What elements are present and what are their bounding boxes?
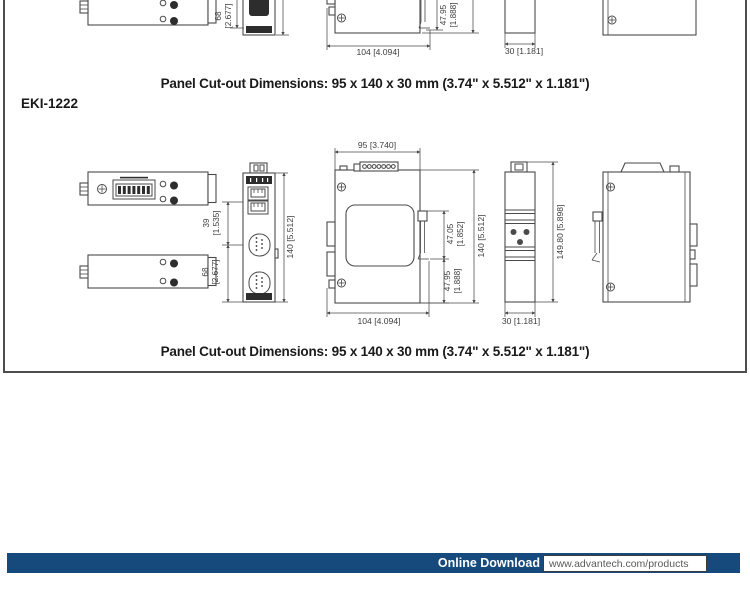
dim-label-39: 39 <box>202 218 211 228</box>
technical-drawing-top <box>0 0 750 58</box>
dim-label-68-inch: [2.677] <box>224 3 233 29</box>
dim-label-39-inch: [1.535] <box>212 210 221 236</box>
dim-label-104: 104 [4.094] <box>357 316 401 326</box>
dim-label-68-inch: [2.677] <box>211 259 220 285</box>
bottom-view <box>80 255 216 288</box>
dim-label-4705: 47.05 <box>446 223 455 245</box>
download-url-box <box>543 555 707 572</box>
dim-label-4795-inch: [1.888] <box>453 268 462 294</box>
dim-label-4795: 47.95 <box>443 270 452 292</box>
dim-label-95: 95 [3.740] <box>357 140 397 150</box>
dim-label-4795: 47.95 <box>439 4 448 26</box>
eki-1222-drawing <box>0 130 750 340</box>
side-view <box>592 163 697 302</box>
top-side-profile-partial <box>505 0 543 56</box>
dim-label-4795-inch: [1.888] <box>449 2 458 28</box>
top-bottom-view-partial <box>80 0 216 25</box>
footer-bar <box>7 553 740 573</box>
dim-label-68: 68 <box>214 11 223 21</box>
section-title-eki-1222: EKI-1222 <box>21 96 79 111</box>
top-front-view-partial <box>214 0 289 35</box>
dim-label-68: 68 <box>201 267 210 277</box>
dim-label-14980: 149.80 [5.898] <box>555 204 565 260</box>
side-profile-view <box>502 162 565 326</box>
dim-label-140-front: 140 [5.512] <box>285 215 295 259</box>
top-rear-view-partial <box>327 0 479 57</box>
panel-cutout-caption-top: Panel Cut-out Dimensions: 95 x 140 x 30 mm (3.74" x 5.512" x 1.181") <box>160 76 590 91</box>
dim-label-140-rear: 140 [5.512] <box>476 214 486 258</box>
dim-label-30: 30 [1.181] <box>501 316 541 326</box>
dim-label-104: 104 [4.094] <box>356 47 400 57</box>
rear-view <box>327 140 486 326</box>
dim-label-4705-inch: [1.852] <box>456 221 465 247</box>
top-side-view-partial <box>603 0 696 35</box>
dim-label-30: 30 [1.181] <box>504 46 544 56</box>
online-download-label: Online Download <box>437 556 540 570</box>
download-url[interactable]: www.advantech.com/products <box>549 557 689 570</box>
top-view <box>80 172 216 205</box>
panel-cutout-caption-eki-1222: Panel Cut-out Dimensions: 95 x 140 x 30 mm (3.74" x 5.512" x 1.181") <box>160 344 590 359</box>
